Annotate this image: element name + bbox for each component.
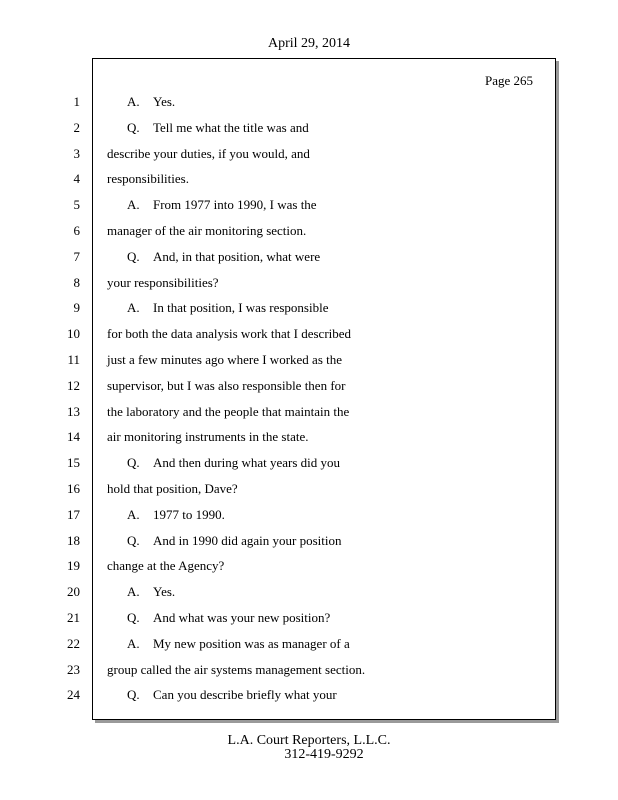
line-number: 4	[73, 171, 80, 186]
answer-label: A.	[127, 94, 140, 109]
transcript-line	[107, 326, 351, 342]
transcript-line	[107, 352, 342, 368]
line-body: hold that position, Dave?	[107, 481, 238, 496]
question-label: Q.	[127, 533, 140, 548]
footer-phone: 312-419-9292	[284, 747, 364, 762]
line-body: 1977 to 1990.	[153, 507, 225, 522]
line-number: 16	[67, 481, 80, 496]
question-label: Q.	[127, 120, 140, 135]
line-body: just a few minutes ago where I worked as the	[107, 352, 343, 367]
line-body: supervisor, but I was also responsible then for	[107, 378, 346, 393]
page-number: Page 265	[484, 73, 533, 88]
question-label: Q.	[127, 687, 140, 702]
line-body: And what was your new position?	[153, 610, 331, 625]
line-number: 14	[67, 429, 80, 444]
line-number: 10	[67, 326, 80, 341]
line-number: 13	[67, 404, 80, 419]
line-body: And, in that position, what were	[153, 249, 321, 264]
header-date: April 29, 2014	[267, 36, 351, 51]
line-number: 24	[67, 687, 80, 702]
line-number: 18	[67, 533, 80, 548]
line-body: Can you describe briefly what your	[153, 687, 337, 702]
line-number: 2	[73, 120, 80, 135]
transcript-line	[107, 275, 219, 291]
line-number: 19	[67, 558, 80, 573]
line-number: 22	[67, 636, 80, 651]
line-number: 12	[67, 378, 80, 393]
transcript-line	[107, 223, 306, 239]
line-number: 1	[73, 94, 80, 109]
transcript-line	[127, 94, 175, 110]
line-body: manager of the air monitoring section.	[107, 223, 307, 238]
line-number: 6	[73, 223, 80, 238]
line-number: 5	[73, 197, 80, 212]
line-body: air monitoring instruments in the state.	[107, 429, 309, 444]
line-body: the laboratory and the people that maintain the	[107, 404, 350, 419]
answer-label: A.	[127, 197, 140, 212]
answer-label: A.	[127, 636, 140, 651]
line-body: describe your duties, if you would, and	[107, 146, 310, 161]
question-label: Q.	[127, 455, 140, 470]
transcript-line	[127, 249, 320, 265]
line-number: 9	[73, 300, 80, 315]
line-body: responsibilities.	[107, 171, 189, 186]
line-body: change at the Agency?	[107, 558, 225, 573]
line-body: My new position was as manager of a	[153, 636, 350, 651]
transcript-line	[127, 687, 337, 703]
line-number: 23	[67, 662, 80, 677]
transcript-line	[107, 171, 189, 187]
transcript-line	[127, 610, 330, 626]
line-body: group called the air systems management section.	[107, 662, 366, 677]
transcript-line	[127, 533, 342, 549]
transcript-line	[107, 558, 224, 574]
line-body: And in 1990 did again your position	[153, 533, 342, 548]
transcript-line	[127, 120, 309, 136]
line-number: 20	[67, 584, 80, 599]
transcript-line	[107, 429, 308, 445]
answer-label: A.	[127, 507, 140, 522]
line-number: 15	[67, 455, 80, 470]
question-label: Q.	[127, 610, 140, 625]
transcript-line	[127, 584, 175, 600]
transcript-line	[107, 404, 349, 420]
answer-label: A.	[127, 584, 140, 599]
line-body: Tell me what the title was and	[153, 120, 309, 135]
question-label: Q.	[127, 249, 140, 264]
line-body: From 1977 into 1990, I was the	[153, 197, 317, 212]
transcript-line	[107, 146, 310, 162]
line-body: Yes.	[153, 584, 176, 599]
line-number: 8	[73, 275, 80, 290]
line-number: 17	[67, 507, 80, 522]
transcript-line	[107, 662, 365, 678]
transcript-line	[127, 507, 225, 523]
transcript-line	[107, 481, 238, 497]
line-number: 3	[73, 146, 80, 161]
line-number: 11	[67, 352, 80, 367]
transcript-line	[127, 197, 317, 213]
line-body: your responsibilities?	[107, 275, 219, 290]
line-number: 21	[67, 610, 80, 625]
line-body: And then during what years did you	[153, 455, 341, 470]
transcript-line	[107, 378, 346, 394]
line-body: In that position, I was responsible	[153, 300, 329, 315]
line-body: Yes.	[153, 94, 176, 109]
transcript-line	[127, 636, 350, 652]
line-number: 7	[73, 249, 80, 264]
answer-label: A.	[127, 300, 140, 315]
transcript-line	[127, 455, 340, 471]
transcript-line	[127, 300, 328, 316]
line-body: for both the data analysis work that I described	[107, 326, 352, 341]
footer-company: L.A. Court Reporters, L.L.C.	[227, 733, 391, 748]
